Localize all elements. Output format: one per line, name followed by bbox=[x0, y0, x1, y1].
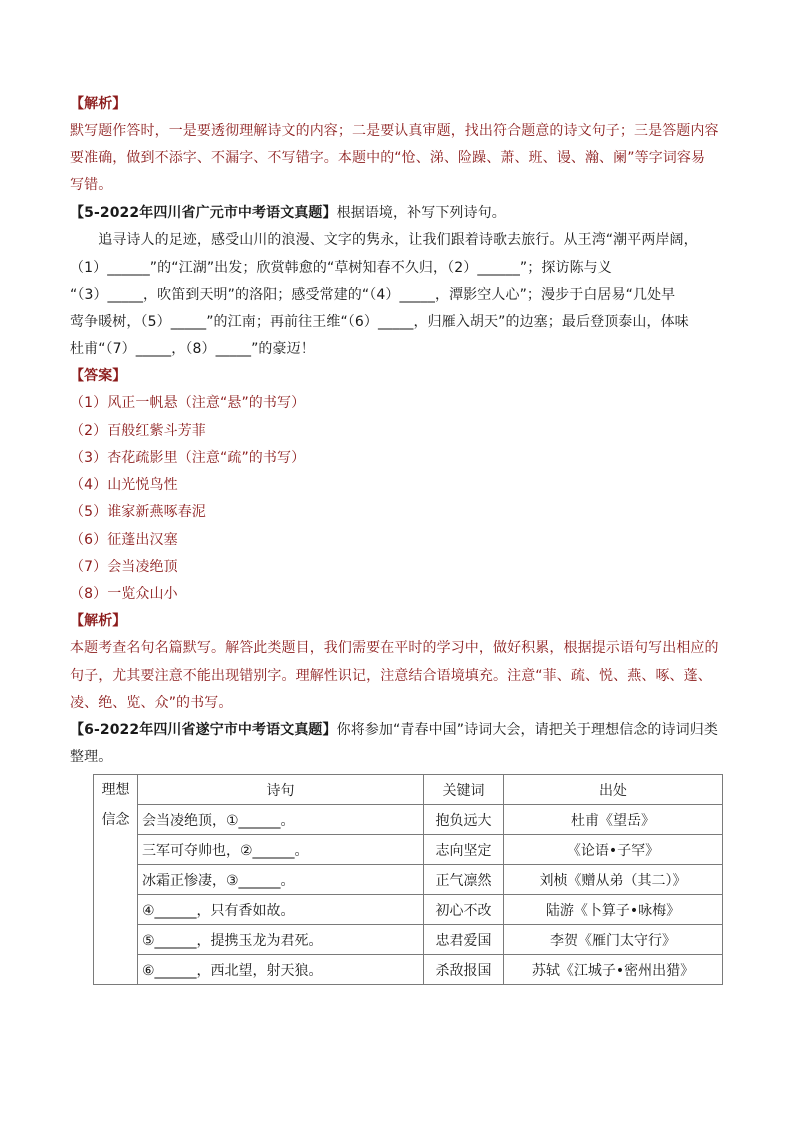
analysis-text-line: 默写题作答时，一是要透彻理解诗文的内容；二是要认真审题，找出符合题意的诗文句子；三是答题内容 bbox=[70, 123, 719, 139]
answer-item: （4）山光悦鸟性 bbox=[70, 477, 178, 493]
question-5-passage-line: 莺争暖树，（5）_____”的江南；再前往王维“（6）_____，归雁入胡天”的边塞；最后登顶泰山，体味 bbox=[70, 314, 689, 330]
source-cell: 陆游《卜算子•咏梅》 bbox=[504, 895, 723, 925]
question-6-prompt-cont: 整理。 bbox=[70, 749, 113, 765]
analysis-text-line: 写错。 bbox=[70, 177, 113, 193]
header-poem: 诗句 bbox=[138, 775, 424, 805]
table-row bbox=[94, 865, 723, 895]
category-cell bbox=[94, 775, 138, 985]
table-row bbox=[94, 805, 723, 835]
source-cell: 刘桢《赠从弟（其二）》 bbox=[504, 865, 723, 895]
category-label: 信念 bbox=[101, 812, 130, 828]
question-5-title: 【5-2022年四川省广元市中考语文真题】 bbox=[70, 205, 337, 221]
question-5-passage-line: “（3）_____，吹笛到天明”的洛阳；感受常建的“（4）_____，潭影空人心”；漫步于白居易“几处早 bbox=[70, 287, 676, 303]
source-cell: 苏轼《江城子•密州出猎》 bbox=[504, 955, 723, 985]
keyword-cell: 忠君爱国 bbox=[424, 925, 504, 955]
source-cell: 《论语•子罕》 bbox=[504, 835, 723, 865]
poem-cell: 三军可夺帅也，②______。 bbox=[138, 835, 424, 865]
poem-cell: ⑤______，提携玉龙为君死。 bbox=[138, 925, 424, 955]
table-row bbox=[94, 955, 723, 985]
question-5-passage-line: 追寻诗人的足迹，感受山川的浪漫、文字的隽永，让我们跟着诗歌去旅行。从王湾“潮平两岸阔， bbox=[70, 232, 698, 248]
source-cell: 杜甫《望岳》 bbox=[504, 805, 723, 835]
poem-classification-table bbox=[93, 774, 723, 985]
header-keyword: 关键词 bbox=[424, 775, 504, 805]
keyword-cell: 正气凛然 bbox=[424, 865, 504, 895]
question-5-prompt: 根据语境，补写下列诗句。 bbox=[336, 205, 506, 221]
question-6-prompt: 你将参加“青春中国”诗词大会，请把关于理想信念的诗词归类 bbox=[336, 722, 718, 738]
table-row bbox=[94, 925, 723, 955]
answer-heading: 【答案】 bbox=[70, 368, 127, 384]
analysis-heading: 【解析】 bbox=[70, 613, 127, 629]
source-cell: 李贺《雁门太守行》 bbox=[504, 925, 723, 955]
table-row bbox=[94, 895, 723, 925]
table-row bbox=[94, 835, 723, 865]
poem-cell: 冰霜正惨凄，③______。 bbox=[138, 865, 424, 895]
answer-item: （7）会当凌绝顶 bbox=[70, 559, 178, 575]
poem-cell: ⑥______，西北望，射天狼。 bbox=[138, 955, 424, 985]
analysis-text-line: 本题考查名句名篇默写。解答此类题目，我们需要在平时的学习中，做好积累，根据提示语句写出相应的 bbox=[70, 640, 719, 656]
question-6-title: 【6-2022年四川省遂宁市中考语文真题】 bbox=[70, 722, 337, 738]
category-label: 理想 bbox=[101, 782, 130, 798]
answer-item: （2）百般红紫斗芳菲 bbox=[70, 423, 206, 439]
question-6-header bbox=[70, 720, 718, 740]
analysis-text-line: 凌、绝、览、众”的书写。 bbox=[70, 695, 233, 711]
keyword-cell: 杀敌报国 bbox=[424, 955, 504, 985]
keyword-cell: 志向坚定 bbox=[424, 835, 504, 865]
poem-cell: ④______，只有香如故。 bbox=[138, 895, 424, 925]
answer-item: （8）一览众山小 bbox=[70, 586, 178, 602]
question-5-passage-line: 杜甫“（7）_____，（8）_____”的豪迈！ bbox=[70, 341, 315, 357]
analysis-text-line: 句子，尤其要注意不能出现错别字。理解性识记，注意结合语境填充。注意“菲、疏、悦、燕、啄、蓬、 bbox=[70, 668, 712, 684]
keyword-cell: 抱负远大 bbox=[424, 805, 504, 835]
question-5-header bbox=[70, 203, 506, 223]
answer-item: （3）杏花疏影里（注意“疏”的书写） bbox=[70, 450, 306, 466]
keyword-cell: 初心不改 bbox=[424, 895, 504, 925]
poem-cell: 会当凌绝顶，①______。 bbox=[138, 805, 424, 835]
question-5-passage-line: （1）______”的“江湖”出发；欣赏韩愈的“草树知春不久归，（2）______”；探访陈与义 bbox=[70, 260, 612, 276]
answer-item: （5）谁家新燕啄春泥 bbox=[70, 504, 206, 520]
table-header-row bbox=[94, 775, 723, 805]
analysis-text-line: 要准确，做到不添字、不漏字、不写错字。本题中的“怆、涕、险躁、萧、班、谩、瀚、阑”等字词容易 bbox=[70, 150, 706, 166]
analysis-heading: 【解析】 bbox=[70, 96, 127, 112]
answer-item: （6）征蓬出汉塞 bbox=[70, 532, 178, 548]
header-source: 出处 bbox=[504, 775, 723, 805]
answer-item: （1）风正一帆悬（注意“悬”的书写） bbox=[70, 395, 306, 411]
